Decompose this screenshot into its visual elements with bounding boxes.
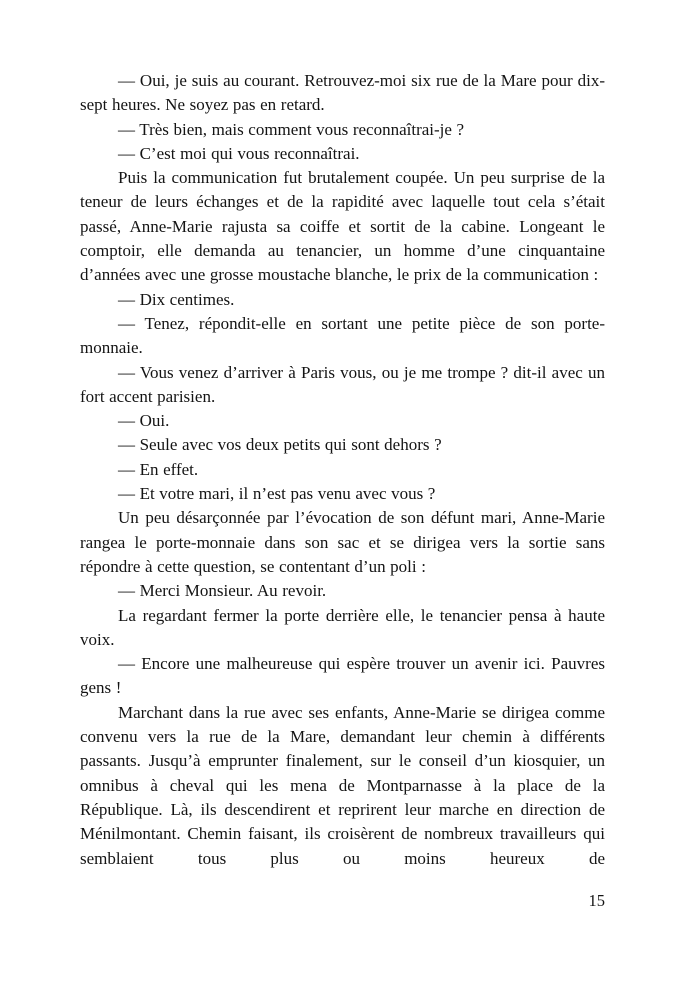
paragraph: — Très bien, mais comment vous reconnaîtrai-je ? — [118, 119, 465, 139]
paragraph: — Oui. — [118, 411, 170, 431]
paragraph: Un peu désarçonnée par l’évocation de son défunt mari, Anne-Marie rangea le porte-monnaie dans son sac et se dirigea vers la sortie sans répondre à cette question, se contentant d’un poli : — [80, 508, 605, 576]
paragraph: La regardant fermer la porte derrière elle, le tenancier pensa à haute voix. — [80, 605, 605, 649]
paragraph: — Et votre mari, il n’est pas venu avec vous ? — [118, 484, 436, 504]
paragraph: — Tenez, répondit-elle en sortant une petite pièce de son porte-monnaie. — [80, 313, 605, 358]
paragraph: — Vous venez d’arriver à Paris vous, ou je me trompe ? dit-il avec un fort accent parisien. — [80, 362, 605, 406]
paragraph: — Seule avec vos deux petits qui sont dehors ? — [118, 435, 442, 455]
paragraph: — En effet. — [118, 459, 199, 479]
paragraph: Marchant dans la rue avec ses enfants, Anne-Marie se dirigea comme convenu vers la rue de la Mare, demandant leur chemin à différents passants. Jusqu’à emprunter finalement, sur le conseil d’un kiosquier, un omnibus à cheval qui les mena de Montparnasse à la place de la République. Là, ils descendirent et reprirent leur marche en direction de Ménilmontant. Chemin faisant, ils croisèrent de nombreux travailleurs qui semblaient tous plus ou moins heureux de — [80, 702, 605, 868]
paragraph: — C’est moi qui vous reconnaîtrai. — [118, 143, 360, 163]
text-block — [80, 69, 605, 871]
paragraph: Puis la communication fut brutalement coupée. Un peu surprise de la teneur de leurs échanges et de la rapidité avec laquelle tout cela s’était passé, Anne-Marie rajusta sa coiffe et sortit de la cabine. Longeant le comptoir, elle demanda au tenancier, un homme d’une cinquantaine d’années avec une grosse moustache blanche, le prix de la communication : — [80, 168, 605, 285]
paragraph: — Oui, je suis au courant. Retrouvez-moi six rue de la Mare pour dix-sept heures. Ne soyez pas en retard. — [80, 71, 605, 115]
paragraph: — Merci Monsieur. Au revoir. — [118, 581, 327, 601]
paragraph: — Encore une malheureuse qui espère trouver un avenir ici. Pauvres gens ! — [80, 654, 605, 698]
page-number: 15 — [588, 890, 605, 910]
paragraph: — Dix centimes. — [118, 289, 235, 309]
